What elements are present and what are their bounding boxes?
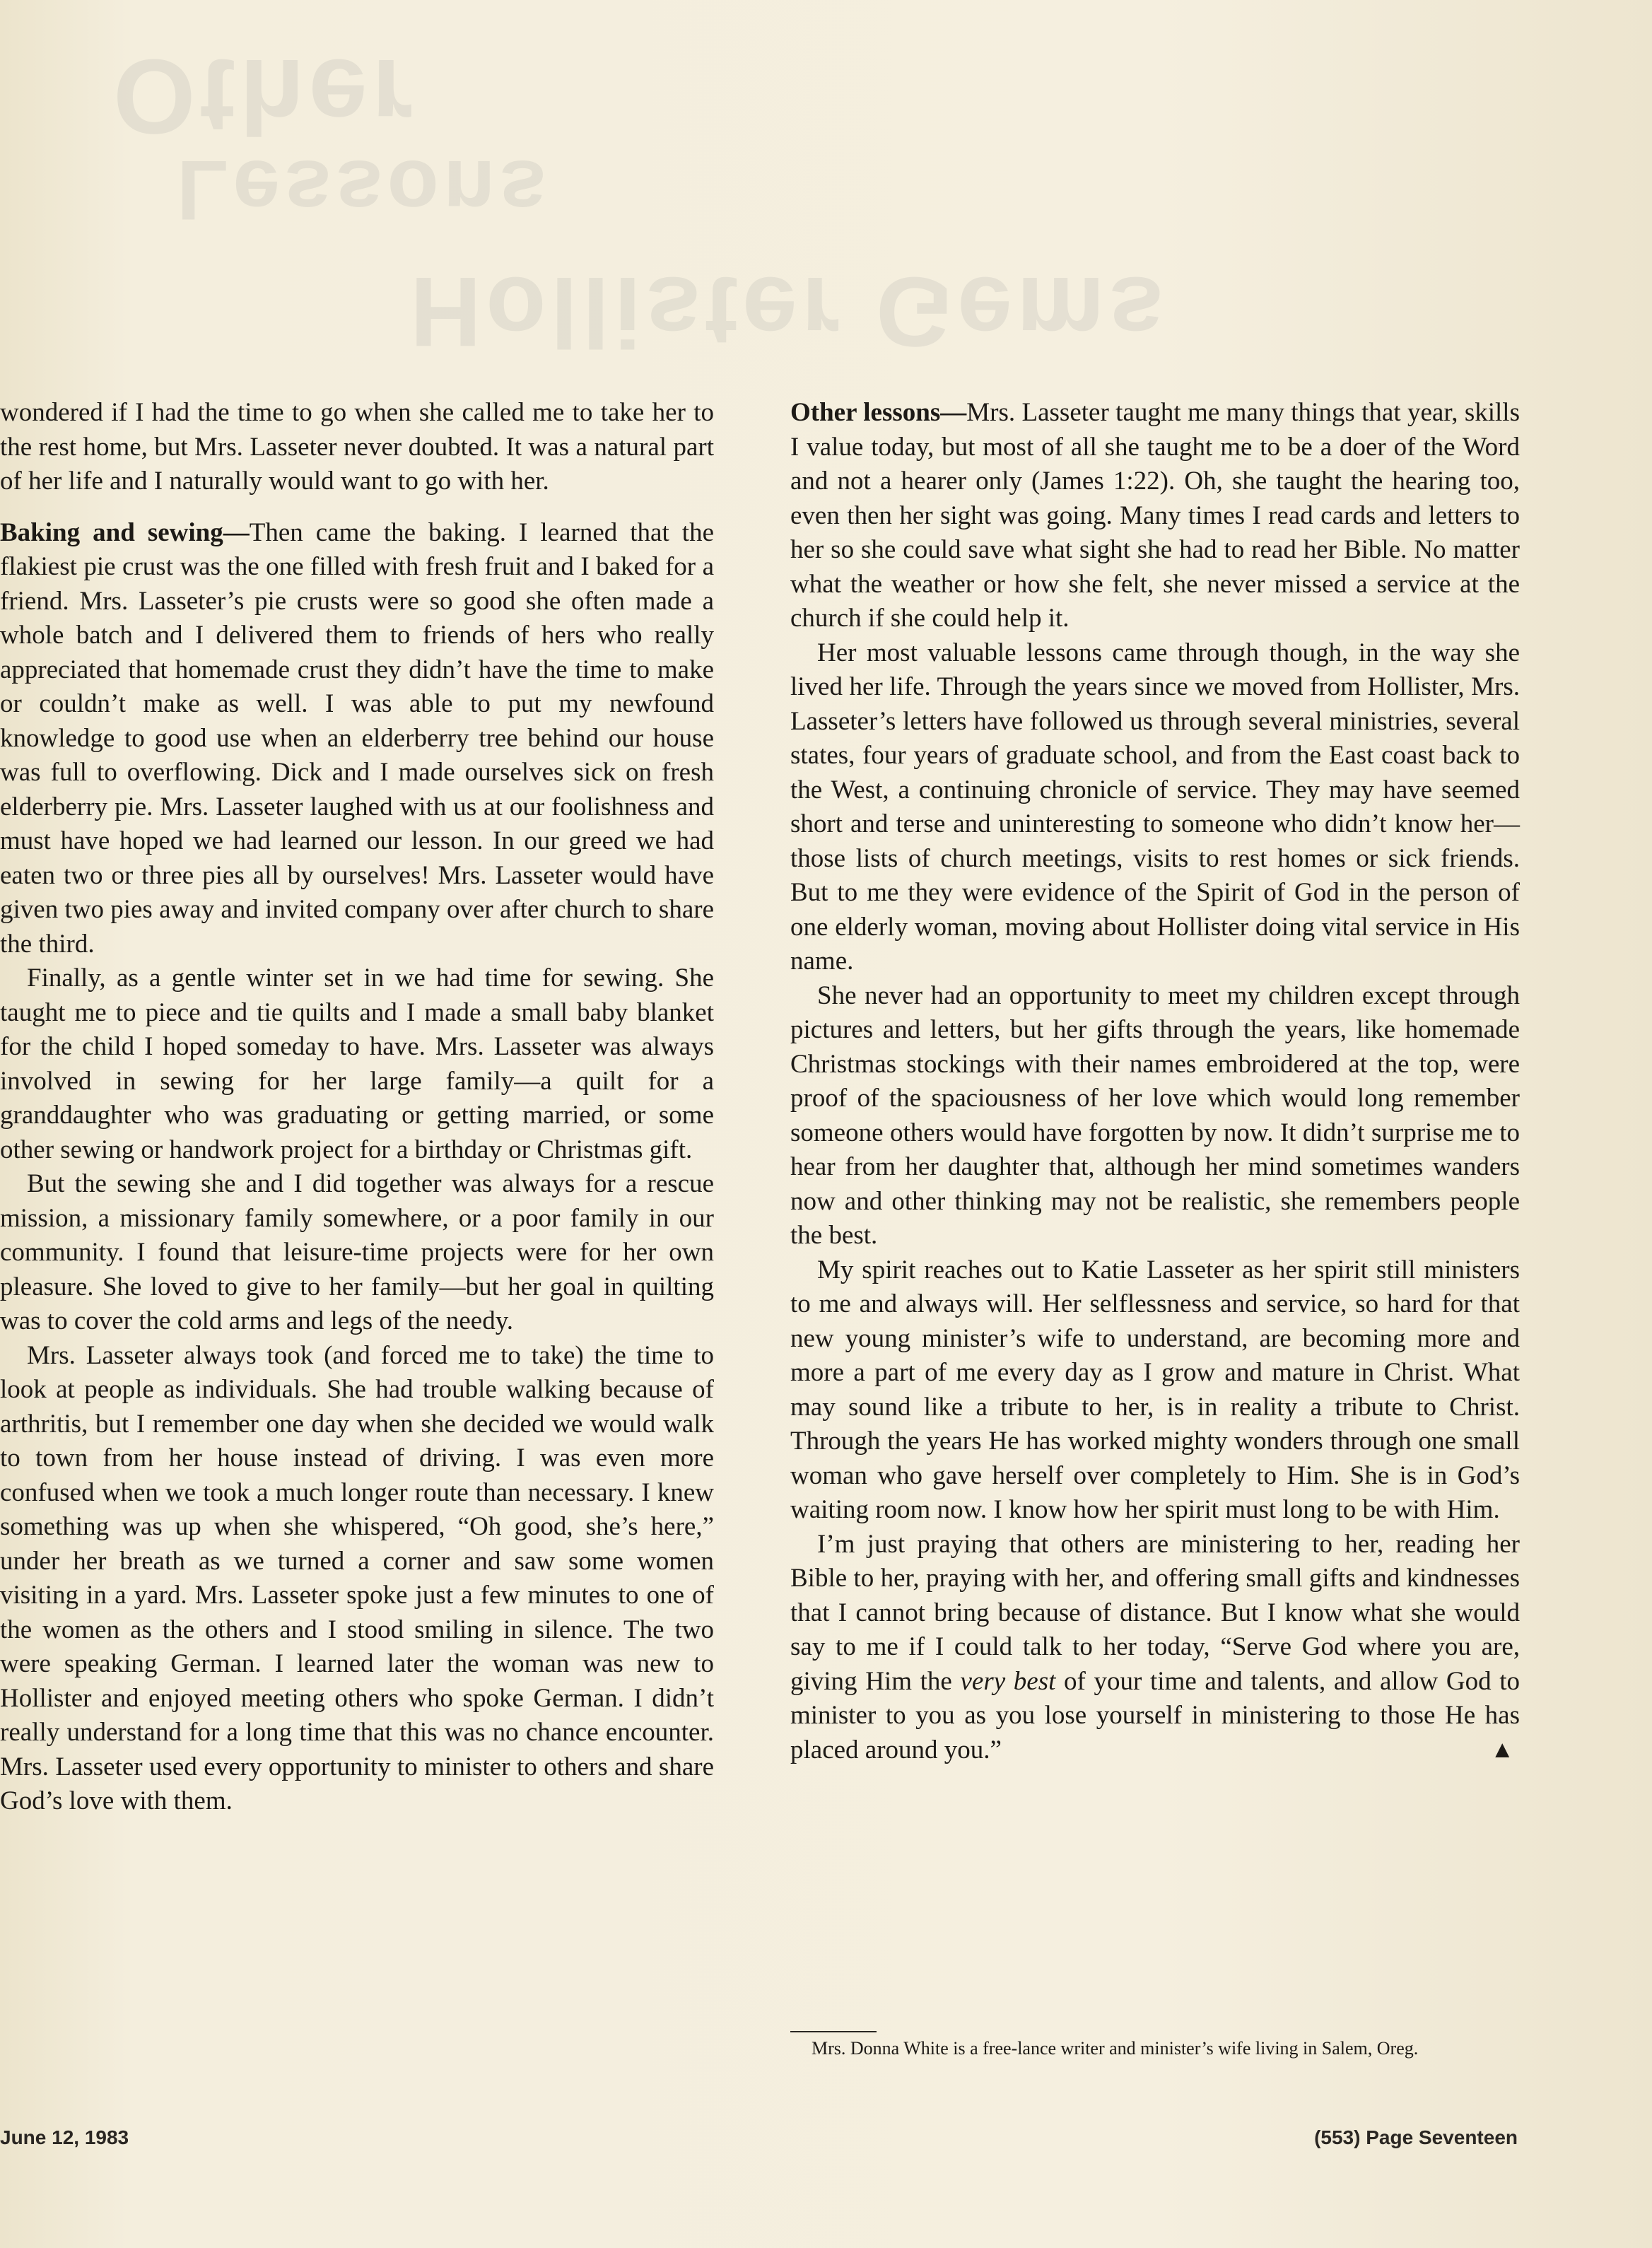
ghost-line-2: Lessons: [177, 143, 551, 238]
left-column: [0, 396, 714, 1819]
right-paragraph-5: [790, 1528, 1520, 1768]
left-paragraph-1: wondered if I had the time to go when she called me to take her to the rest home, but Mrs. Lasseter never doubted. It was a natural part of her life and I naturally would want to go with her.: [0, 398, 714, 496]
footer-page-number: (553) Page Seventeen: [1314, 2126, 1518, 2148]
left-paragraph-3: Finally, as a gentle winter set in we had time for sewing. She taught me to piece and tie quilts and I made a small baby blanket for the child I hoped someday to have. Mrs. Lasseter was always involved in sewing for her large family—a quilt for a granddaughter who was graduating or getting married, or some other sewing or handwork project for a birthday or Christmas gift.: [0, 964, 714, 1164]
right-paragraph-3: She never had an opportunity to meet my children except through pictures and letters, but her gifts through the years, like homemade Christmas stockings with their names embroidered at the top, were proof of the spaciousness of her love which would long remember someone others would have forgotten by now. It didn’t surprise me to hear from her daughter that, although her mind sometimes wanders now and other thinking may not be realistic, she remembers people the best.: [790, 980, 1520, 1250]
ghost-line-3: Hollister Gems: [410, 257, 1168, 368]
left-paragraph-4: But the sewing she and I did together was always for a rescue mission, a missionary family somewhere, or a poor family in our community. I found that leisure-time projects were for her own pleasure. She loved to give to her family—but her goal in quilting was to cover the cold arms and legs of the needy.: [0, 1169, 714, 1335]
section-text-other-lessons: Mrs. Lasseter taught me many things that year, skills I value today, but most of all she taught me to be a doer of the Word and not a hearer only (James 1:22). Oh, she taught the hearing too, even then her sight was going. Many times I read cards and letters to her so she could save what sight she had to read her Bible. No matter what the weather or how she felt, she never missed a service at the church if she could help it.: [790, 398, 1520, 633]
right-column: [790, 396, 1520, 1767]
right-paragraph-2: Her most valuable lessons came through though, in the way she lived her life. Through the years since we moved from Hollister, Mrs. Lasseter’s letters have followed us through several ministries, several states, four years of graduate school, and from the East coast back to the West, a continuing chronicle of service. They may have seemed short and terse and uninteresting to someone who didn’t know her—those lists of church meetings, visits to rest homes or sick friends. But to me they were evidence of the Spirit of God in the person of one elderly woman, moving about Hollister doing vital service in His name.: [790, 638, 1520, 976]
section-text-baking: Then came the baking. I learned that the flakiest pie crust was the one filled with fresh fruit and I baked for a friend. Mrs. Lasseter’s pie crusts were so good she often made a whole batch and I delivered them to friends of hers who really appreciated that homemade crust they didn’t have the time to make or couldn’t make as well. I was able to put my newfound knowledge to good use when an elderberry tree behind our house was full to overflowing. Dick and I made ourselves sick on fresh elderberry pie. Mrs. Lasseter laughed with us at our foolishness and must have hoped we had learned our lesson. In our greed we had eaten two or three pies all by ourselves! Mrs. Lasseter would have given two pies away and invited company over after church to share the third.: [0, 517, 714, 959]
ghost-line-1: Other: [113, 37, 418, 156]
end-of-article-triangle-icon: ▲: [1490, 1736, 1514, 1763]
bio-divider-rule: [790, 2031, 877, 2032]
closing-text-italic: very best: [960, 1666, 1056, 1696]
show-through-ghost-text: [113, 21, 1527, 389]
left-paragraph-5: Mrs. Lasseter always took (and forced me to take) the time to look at people as individuals. She had trouble walking because of arthritis, but I remember one day when she decided we would walk to town from her house instead of driving. I was even more confused when we took a much longer route than necessary. I knew something was up when she whispered, “Oh good, she’s here,” under her breath as we turned a corner and saw some women visiting in a yard. Mrs. Lasseter spoke just a few minutes to one of the women as the others and I stood smiling in silence. The two were speaking German. I learned later the woman was new to Hollister and enjoyed meeting others who spoke German. I didn’t really understand for a long time that this was no chance encounter. Mrs. Lasseter used every opportunity to minister to others and share God’s love with them.: [0, 1340, 714, 1815]
author-bio-note: Mrs. Donna White is a free-lance writer and minister’s wife living in Salem, Oreg.: [812, 2038, 1419, 2059]
right-section-other-lessons: [790, 396, 1520, 636]
closing-text-start: I’m just praying that others are ministering to her, reading her Bible to her, praying with her, and offering small gifts and kindnesses that I cannot bring because of distance. But I know what she would say to me if I could talk to her today, “Serve God where you are, giving Him the: [790, 1529, 1520, 1696]
footer-date: June 12, 1983: [0, 2126, 129, 2148]
left-section-baking: [0, 516, 714, 962]
closing-text-end: of your time and talents, and allow God to minister to you as you lose yourself in ministering to those He has placed around you.”: [790, 1666, 1520, 1764]
section-heading-baking: Baking and sewing—: [0, 517, 250, 547]
right-paragraph-4: My spirit reaches out to Katie Lasseter as her spirit still ministers to me and always will. Her selflessness and service, so hard for that new young minister’s wife to understand, are becoming more and more a part of me every day as I grow and mature in Christ. What may sound like a tribute to her, is in reality a tribute to Christ. Through the years He has worked mighty wonders through one small woman who gave herself over completely to Him. She is in God’s waiting room now. I know how her spirit must long to be with Him.: [790, 1255, 1520, 1524]
section-heading-other-lessons: Other lessons—: [790, 398, 967, 427]
